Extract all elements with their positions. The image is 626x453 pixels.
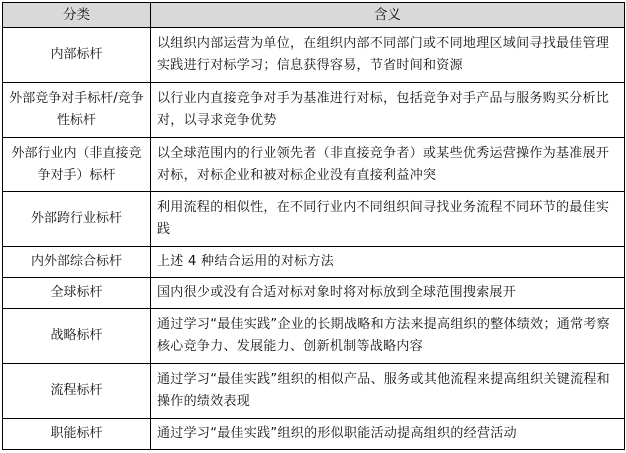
row-meaning: 通过学习“最佳实践”企业的长期战略和方法来提高组织的整体绩效；通常考察核心竞争力、发展能力、创新机制等战略内容: [151, 309, 625, 364]
table-row: [3, 82, 625, 137]
row-meaning: 以组织内部运营为单位，在组织内部不同部门或不同地理区域间寻找最佳管理实践进行对标学习；信息获得容易，节省时间和资源: [151, 28, 625, 83]
header-category: 分类: [3, 3, 151, 28]
row-meaning: 利用流程的相似性，在不同行业内不同组织间寻找业务流程不同环节的最佳实践: [151, 192, 625, 247]
row-meaning: 通过学习“最佳实践”组织的相似产品、服务或其他流程来提高组织关键流程和操作的绩效表现: [151, 364, 625, 419]
row-meaning: 国内很少或没有合适对标对象时将对标放到全球范围搜索展开: [151, 278, 625, 309]
row-meaning: 以行业内直接竞争对手为基准进行对标，包括竞争对手产品与服务购买分析比对，以寻求竞争优势: [151, 82, 625, 137]
row-meaning: 通过学习“最佳实践”组织的形似职能活动提高组织的经营活动: [151, 418, 625, 449]
table-row: [3, 309, 625, 364]
row-meaning: 上述 4 种结合运用的对标方法: [151, 247, 625, 278]
table-header-row: [3, 3, 625, 28]
row-meaning: 以全球范围内的行业领先者（非直接竞争者）或某些优秀运营操作为基准展开对标，对标企业和被对标企业没有直接利益冲突: [151, 137, 625, 192]
benchmark-types-table: [2, 2, 625, 450]
row-category: 职能标杆: [3, 418, 151, 449]
table-row: [3, 418, 625, 449]
table-row: [3, 28, 625, 83]
table-row: [3, 247, 625, 278]
table-row: [3, 364, 625, 419]
row-category: 全球标杆: [3, 278, 151, 309]
header-meaning: 含义: [151, 3, 625, 28]
row-category: 内外部综合标杆: [3, 247, 151, 278]
row-category: 外部竞争对手标杆/竞争性标杆: [3, 82, 151, 137]
row-category: 外部跨行业标杆: [3, 192, 151, 247]
row-category: 内部标杆: [3, 28, 151, 83]
table-row: [3, 278, 625, 309]
row-category: 战略标杆: [3, 309, 151, 364]
row-category: 外部行业内（非直接竞争对手）标杆: [3, 137, 151, 192]
benchmark-table-container: [2, 2, 624, 450]
table-row: [3, 192, 625, 247]
table-row: [3, 137, 625, 192]
row-category: 流程标杆: [3, 364, 151, 419]
